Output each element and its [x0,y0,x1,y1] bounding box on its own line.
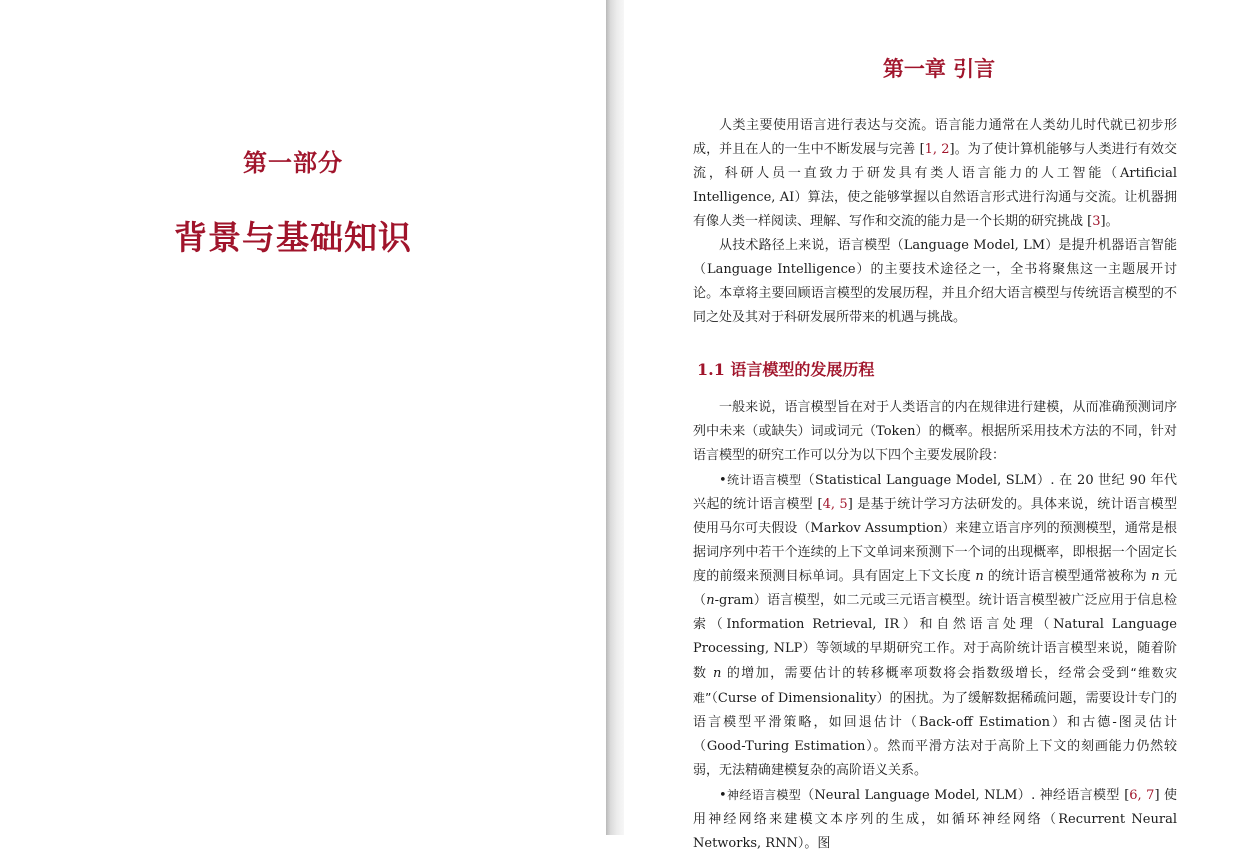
math-n: n [975,569,984,584]
term-slm: 统计语言模型 [726,473,802,487]
text-run: 的统计语言模型通常被称为 [983,569,1152,584]
bullet: • [719,788,727,803]
text-run: 元（ [693,569,1177,608]
text-run: ] 是基于统计学习方法研发的。具体来说，统计语言模型使用马尔可夫假设（Markov Assumption）来建立语言序列的预测模型，通常是根据词序列中若干个连续的上下文单词来预测下一个词的出现概率，即根据一个固定长度的前缀来预测目标单词。具有固定上下文长度 [693,497,1177,584]
paragraph-intro-2: 从技术路径上来说，语言模型（Language Model, LM）是提升机器语言智能（Language Intelligence）的主要技术途径之一，全书将聚焦这一主题展开讨论。本章将主要回顾语言模型的发展历程，并且介绍大语言模型与传统语言模型的不同之处及其对于科研发展所带来的机遇与挑战。 [693,238,1177,325]
list-item-slm [693,468,1177,783]
text-run: （Curse of Dimensionality）的困扰。为了缓解数据稀疏问题，需要设计专门的语言模型平滑策略，如回退估计（Back-off Estimation）和古德-图灵估计（Good-Turing Estimation）。然而平滑方法对于高阶上下文的刻画能力仍然较弱，无法精确建模复杂的高阶语义关系。 [693,691,1177,778]
citation-link[interactable]: 1, 2 [924,142,950,157]
text-run: ]。 [1100,214,1119,229]
text-run: 的增加，需要估计的转移概率项数将会指数级增长，经常会受到 [721,666,1131,681]
text-run: （Statistical Language Model, SLM）. 在 20 世纪 90 年代兴起的统计语言模型 [ [693,473,1177,512]
citation-link[interactable]: 6, 7 [1129,788,1155,803]
math-n: n [712,666,722,681]
page-gutter [606,0,624,835]
text-run: （Neural Language Model, NLM）. 神经语言模型 [ [801,788,1130,803]
math-n: n [1151,569,1160,584]
term-curse: “维数灾难” [693,666,1177,705]
paragraph-intro-1 [693,114,1177,234]
right-page [624,0,1224,851]
term-nlm: 神经语言模型 [726,788,802,802]
paragraph-section-intro: 一般来说，语言模型旨在对于人类语言的内在规律进行建模，从而准确预测词序列中未来（或缺失）词或词元（Token）的概率。根据所采用技术方法的不同，针对语言模型的研究工作可以分为以下四个主要发展阶段： [693,400,1177,463]
part-title: 背景与基础知识 [174,218,412,257]
math-n: n [706,593,715,608]
citation-link[interactable]: 3 [1092,214,1101,229]
chapter-body [693,114,1177,856]
chapter-title: 第一章 引言 [882,56,996,81]
part-label: 第一部分 [243,148,343,177]
bullet: • [719,473,727,488]
text-run: ] 使用神经网络来建模文本序列的生成，如循环神经网络（Recurrent Neural Networks, RNN）。图 [693,788,1177,851]
citation-link[interactable]: 4, 5 [822,497,848,512]
list-item-nlm [693,783,1177,856]
text-run: 人类主要使用语言进行表达与交流。语言能力通常在人类幼儿时代就已初步形成，并且在人的一生中不断发展与完善 [ [693,118,1177,157]
section-heading: 1.1 语言模型的发展历程 [697,360,875,379]
text-run: -gram）语言模型，如二元或三元语言模型。统计语言模型被广泛应用于信息检索（Information Retrieval, IR）和自然语言处理（Natural Language Processing, NLP）等领域的早期研究工作。对于高阶统计语言模型来说，随着阶数 [693,593,1177,681]
left-page [0,0,606,835]
text-run: ]。为了使计算机能够与人类进行有效交流，科研人员一直致力于研发具有类人语言能力的人工智能（Artificial Intelligence, AI）算法，使之能够掌握以自然语言形式进行沟通与交流。让机器拥有像人类一样阅读、理解、写作和交流的能力是一个长期的研究挑战 [ [693,142,1177,229]
